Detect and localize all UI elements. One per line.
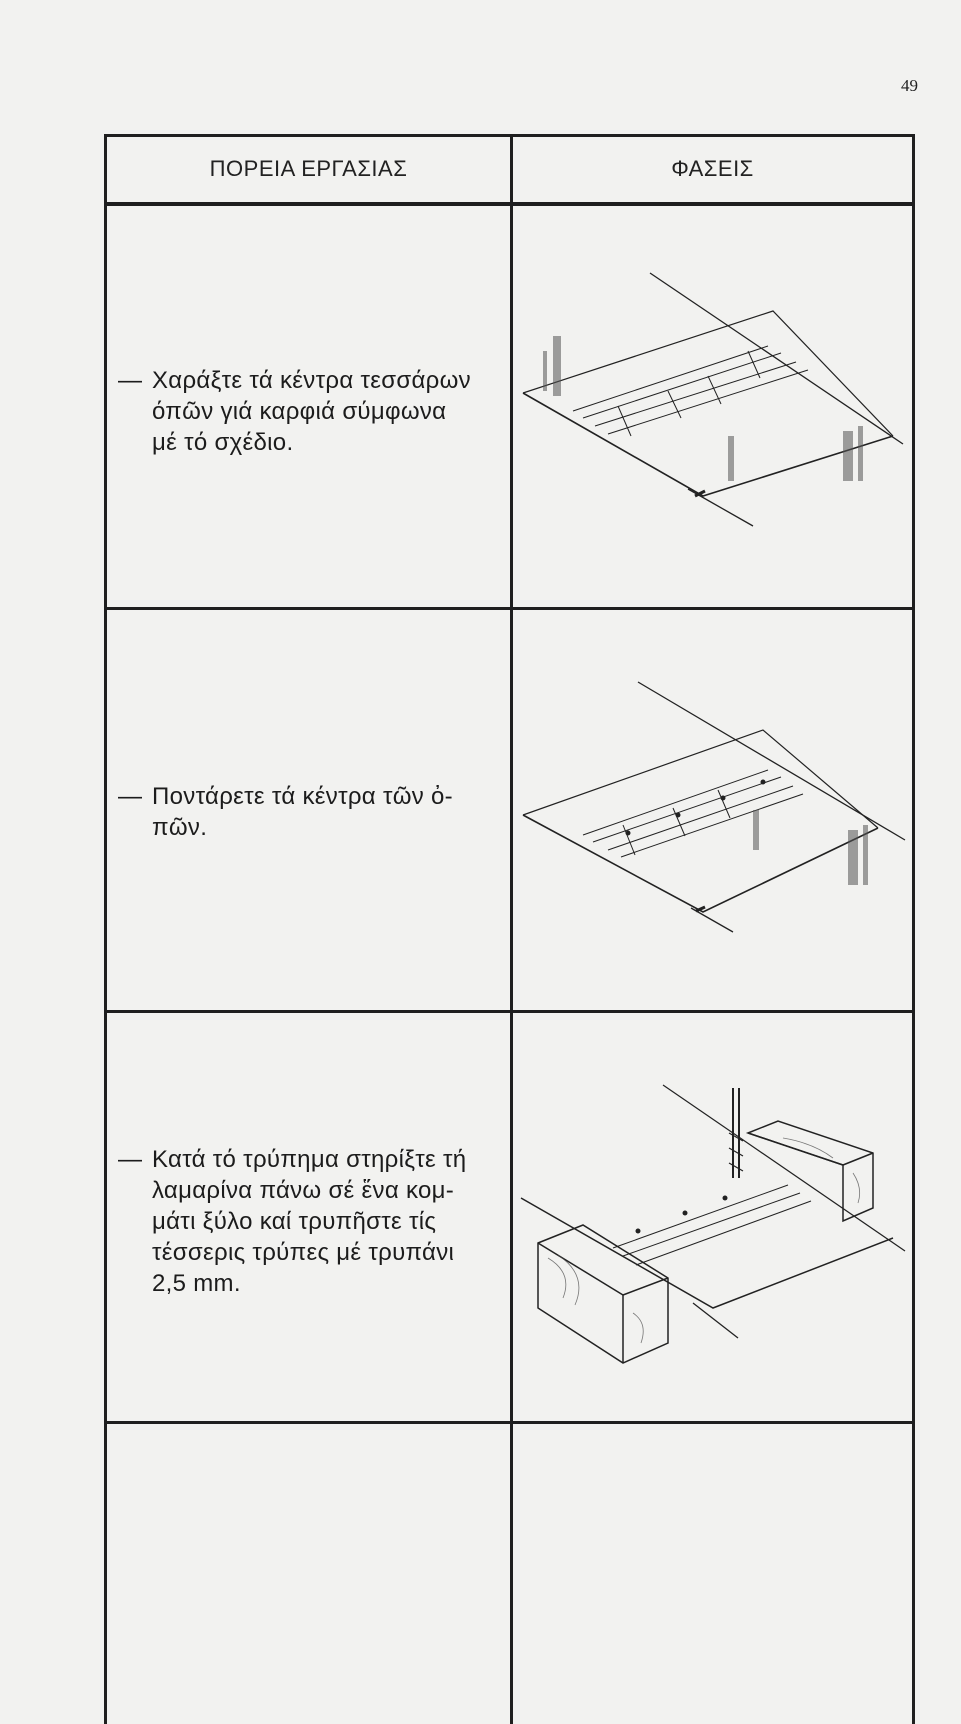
step-2-text	[118, 781, 498, 843]
step-3-line-1: Κατά τό τρύπημα στηρίξτε τή	[152, 1146, 467, 1173]
table-border-right	[912, 134, 915, 1724]
sheet-scribed-centers-drawing	[513, 206, 912, 607]
step-2-line-1: Ποντάρετε τά κέντρα τῶν ὀ-	[152, 783, 453, 810]
header-phases: ΦΑΣΕΙΣ	[671, 156, 754, 181]
drilling-on-wood-drawing	[513, 1013, 912, 1421]
step-dash: —	[118, 367, 143, 394]
table-border-bottom	[104, 1421, 915, 1424]
step-3-line-3: μάτι ξύλο καί τρυπῆστε τίς	[152, 1208, 437, 1235]
step-dash: —	[118, 1146, 143, 1173]
step-2-line-2: πῶν.	[152, 814, 208, 841]
step-3-text	[118, 1144, 498, 1299]
step-3-line-4: τέσσερις τρύπες μέ τρυπάνι	[152, 1239, 455, 1266]
table-border-left	[104, 134, 107, 1724]
step-1-line-2: όπῶν γιά καρφιά σύμφωνα	[152, 398, 447, 425]
step-3-line-5: 2,5 mm.	[152, 1270, 241, 1297]
step-1-line-1: Χαράξτε τά κέντρα τεσσάρων	[152, 367, 471, 394]
sheet-punched-centers-drawing	[513, 610, 912, 1010]
page-number: 49	[901, 76, 918, 95]
step-3-line-2: λαμαρίνα πάνω σέ ἕνα κομ-	[152, 1177, 455, 1204]
step-dash: —	[118, 783, 143, 810]
step-1-line-3: μέ τό σχέδιο.	[152, 429, 294, 456]
step-1-text	[118, 365, 498, 458]
header-procedure: ΠΟΡΕΙΑ ΕΡΓΑΣΙΑΣ	[209, 156, 408, 181]
